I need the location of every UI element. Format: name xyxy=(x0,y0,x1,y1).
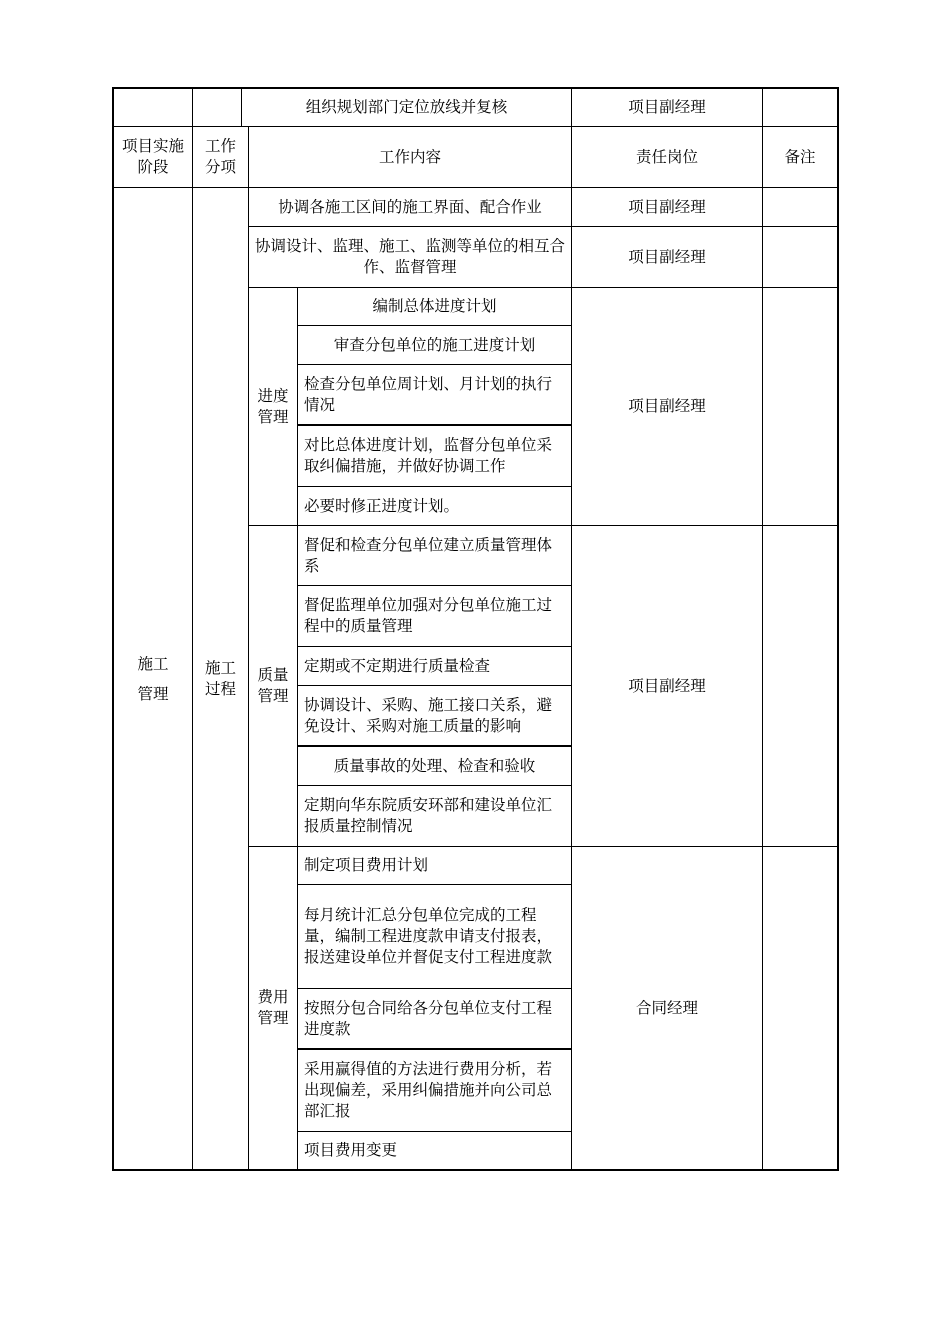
cost-item: 每月统计汇总分包单位完成的工程量，编制工程进度款申请支付报表，报送建设单位并督促支付工程进度款 xyxy=(304,906,553,966)
cost-item: 项目费用变更 xyxy=(304,1141,398,1159)
top-row-responsibility: 项目副经理 xyxy=(628,97,706,116)
cost-label: 费用 管理 xyxy=(257,988,289,1027)
header-remarks: 备注 xyxy=(784,147,816,166)
quality-item: 质量事故的处理、检查和验收 xyxy=(333,756,536,775)
header-content: 工作内容 xyxy=(378,147,441,166)
header-stage: 项目实施 阶段 xyxy=(121,137,184,176)
coord2-responsibility: 项目副经理 xyxy=(628,247,706,266)
top-row-content: 组织规划部门定位放线并复核 xyxy=(305,97,508,116)
sub-item-label: 施工 过程 xyxy=(204,658,236,698)
header-sub-item: 工作 分项 xyxy=(204,137,236,176)
schedule-label: 进度 管理 xyxy=(257,386,289,426)
cost-item: 按照分包合同给各分包单位支付工程进度款 xyxy=(304,998,553,1038)
quality-item: 协调设计、采购、施工接口关系，避免设计、采购对施工质量的影响 xyxy=(304,695,553,735)
quality-item: 督促和检查分包单位建立质量管理体系 xyxy=(304,535,553,575)
cost-item: 采用赢得值的方法进行费用分析，若出现偏差，采用纠偏措施并向公司总部汇报 xyxy=(304,1060,553,1120)
schedule-item: 审查分包单位的施工进度计划 xyxy=(333,335,536,354)
header-responsibility: 责任岗位 xyxy=(635,147,698,166)
grid-line xyxy=(762,87,763,1170)
schedule-responsibility: 项目副经理 xyxy=(628,397,706,415)
coord1-responsibility: 项目副经理 xyxy=(628,197,706,216)
table-border-bottom xyxy=(112,1169,839,1171)
quality-item: 督促监理单位加强对分包单位施工过程中的质量管理 xyxy=(304,596,553,635)
schedule-item: 编制总体进度计划 xyxy=(372,297,497,315)
coord2-content: 协调设计、监理、施工、监测等单位的相互合作、监督管理 xyxy=(254,237,565,276)
quality-item: 定期向华东院质安环部和建设单位汇报质量控制情况 xyxy=(304,796,553,835)
stage-label: 施工 管理 xyxy=(137,654,169,703)
schedule-item: 对比总体进度计划，监督分包单位采取纠偏措施，并做好协调工作 xyxy=(304,436,553,475)
quality-label: 质量 管理 xyxy=(257,666,289,705)
quality-item: 定期或不定期进行质量检查 xyxy=(304,656,491,675)
cost-item: 制定项目费用计划 xyxy=(304,856,429,874)
quality-responsibility: 项目副经理 xyxy=(628,676,706,695)
cost-responsibility: 合同经理 xyxy=(635,998,698,1017)
table-border-right xyxy=(837,87,839,1171)
schedule-item: 检查分包单位周计划、月计划的执行情况 xyxy=(304,374,553,414)
schedule-item: 必要时修正进度计划。 xyxy=(304,496,460,515)
coord1-content: 协调各施工区间的施工界面、配合作业 xyxy=(278,197,542,216)
